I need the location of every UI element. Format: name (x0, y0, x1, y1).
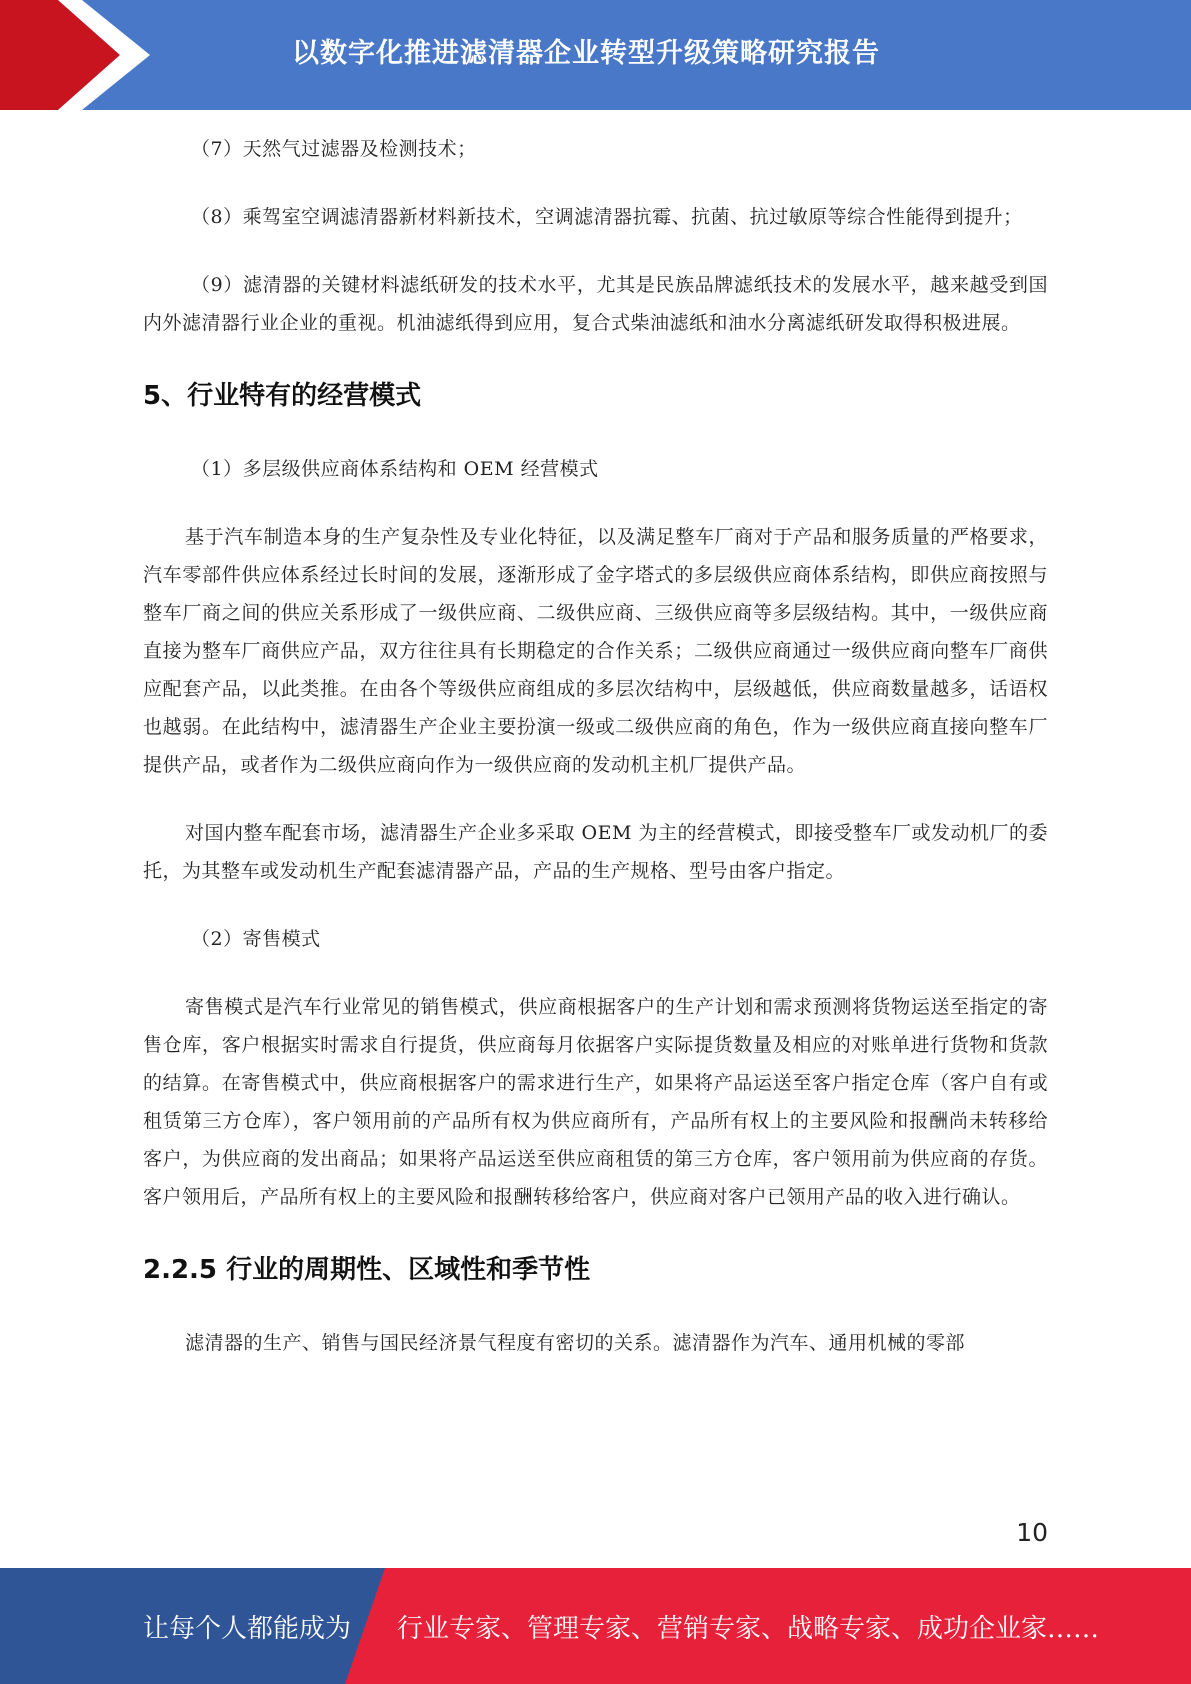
section-heading-2-2-5: 2.2.5 行业的周期性、区域性和季节性 (143, 1255, 591, 1285)
paragraph-2: 对国内整车配套市场，滤清器生产企业多采取 OEM 为主的经营模式，即接受整车厂或发动机厂的委托，为其整车或发动机生产配套滤清器产品，产品的生产规格、型号由客户指定。 (143, 822, 1048, 882)
document-title: 以数字化推进滤清器企业转型升级策略研究报告 (292, 37, 880, 69)
subheading-1: （1）多层级供应商体系结构和 OEM 经营模式 (191, 458, 599, 480)
subheading-2: （2）寄售模式 (191, 928, 321, 950)
page-number: 10 (1016, 1518, 1048, 1547)
footer-banner (0, 1568, 1191, 1684)
paragraph-3: 寄售模式是汽车行业常见的销售模式，供应商根据客户的生产计划和需求预测将货物运送至指定的寄售仓库，客户根据实时需求自行提货，供应商每月依据客户实际提货数量及相应的对账单进行货物和货款的结算。在寄售模式中，供应商根据客户的需求进行生产，如果将产品运送至客户指定仓库（客户自有或租赁第三方仓库），客户领用前的产品所有权为供应商所有，产品所有权上的主要风险和报酬尚未转移给客户，为供应商的发出商品；如果将产品运送至供应商租赁的第三方仓库，客户领用前为供应商的存货。客户领用后，产品所有权上的主要风险和报酬转移给客户，供应商对客户已领用产品的收入进行确认。 (143, 996, 1048, 1208)
list-item-8: （8）乘驾室空调滤清器新材料新技术，空调滤清器抗霉、抗菌、抗过敏原等综合性能得到提升； (191, 206, 1023, 228)
paragraph-1: 基于汽车制造本身的生产复杂性及专业化特征，以及满足整车厂商对于产品和服务质量的严格要求，汽车零部件供应体系经过长时间的发展，逐渐形成了金字塔式的多层级供应商体系结构，即供应商按照与整车厂商之间的供应关系形成了一级供应商、二级供应商、三级供应商等多层级结构。其中，一级供应商直接为整车厂商供应产品，双方往往具有长期稳定的合作关系；二级供应商通过一级供应商向整车厂商供应配套产品，以此类推。在由各个等级供应商组成的多层次结构中，层级越低，供应商数量越多，话语权也越弱。在此结构中，滤清器生产企业主要扮演一级或二级供应商的角色，作为一级供应商直接向整车厂提供产品，或者作为二级供应商向作为一级供应商的发动机主机厂提供产品。 (143, 526, 1048, 776)
list-item-9: （9）滤清器的关键材料滤纸研发的技术水平，尤其是民族品牌滤纸技术的发展水平，越来越受到国内外滤清器行业企业的重视。机油滤纸得到应用，复合式柴油滤纸和油水分离滤纸研发取得积极进展。 (143, 274, 1048, 334)
document-body (143, 130, 1048, 1362)
list-item-7: （7）天然气过滤器及检测技术； (191, 138, 477, 160)
section-heading-5: 5、行业特有的经营模式 (143, 381, 422, 411)
paragraph-4: 滤清器的生产、销售与国民经济景气程度有密切的关系。滤清器作为汽车、通用机械的零部 (185, 1332, 966, 1354)
footer-slogan-left: 让每个人都能成为 (143, 1613, 352, 1644)
footer-slogan-right: 行业专家、管理专家、营销专家、战略专家、成功企业家…… (397, 1613, 1100, 1644)
header-banner (0, 0, 1191, 110)
